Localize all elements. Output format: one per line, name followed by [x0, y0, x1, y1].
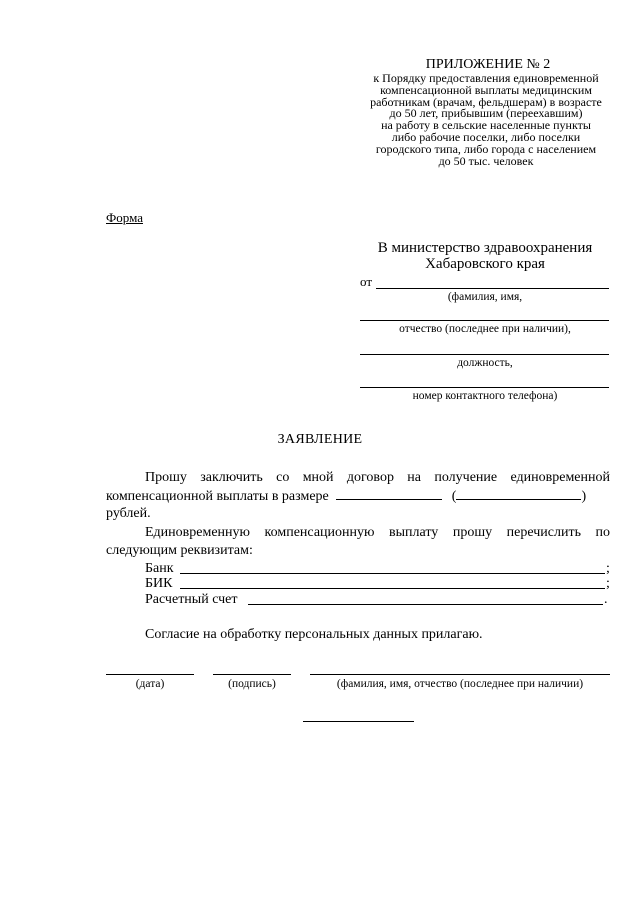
signature-field[interactable] — [213, 674, 291, 675]
full-name-caption: (фамилия, имя, отчество (последнее при наличии) — [336, 678, 584, 690]
addressee-ministry — [360, 240, 610, 272]
addressee-line-1: В министерство здравоохранения — [377, 240, 593, 256]
bank-field[interactable] — [180, 573, 605, 574]
from-label: от — [360, 274, 373, 289]
form-label: Форма — [106, 210, 143, 225]
appendix-line: к Порядку предоставления единовременной — [373, 71, 599, 85]
bank-end: ; — [606, 561, 610, 576]
caption-patronymic: отчество (последнее при наличии), — [399, 323, 571, 335]
appendix-line: городского типа, либо города с населением — [375, 141, 597, 156]
caption-name: (фамилия, имя, — [447, 291, 523, 303]
account-label: Расчетный счет — [145, 592, 238, 607]
appendix-line: компенсационной выплаты медицинским — [380, 82, 592, 97]
amount-figures-field[interactable] — [336, 487, 442, 500]
full-name-field[interactable] — [310, 674, 610, 675]
bik-field[interactable] — [180, 588, 605, 589]
appendix-title: ПРИЛОЖЕНИЕ № 2 — [425, 57, 551, 72]
bottom-divider — [303, 721, 414, 722]
appendix-line: либо рабочие поселки, либо поселки — [391, 129, 581, 144]
applicant-name-field[interactable] — [376, 288, 609, 289]
date-caption: (дата) — [135, 678, 165, 690]
appendix-line: до 50 лет, прибывшим (переехавшим) — [389, 106, 583, 121]
appendix-description — [350, 73, 622, 167]
appendix-line: до 50 тыс. человек — [438, 153, 534, 168]
bik-end: ; — [606, 576, 610, 591]
appendix-line: работникам (врачам, фельдшерам) в возрасте — [370, 94, 602, 109]
applicant-phone-field[interactable] — [360, 387, 609, 388]
request-amount-label: компенсационной выплаты в размере — [106, 489, 329, 504]
close-paren: ) — [581, 489, 587, 504]
consent-text: Согласие на обработку персональных данных прилагаю. — [145, 627, 483, 642]
caption-position: должность, — [457, 357, 513, 369]
bik-label: БИК — [145, 576, 173, 591]
request-line-1: Прошу заключить со мной договор на получение единовременной — [145, 470, 610, 485]
account-end: . — [604, 592, 608, 607]
open-paren: ( — [451, 489, 457, 504]
account-field[interactable] — [248, 604, 603, 605]
amount-words-field[interactable] — [456, 487, 581, 500]
signature-caption: (подпись) — [228, 678, 276, 690]
transfer-line-1: Единовременную компенсационную выплату прошу перечислить по — [145, 525, 610, 540]
addressee-line-2: Хабаровского края — [425, 256, 545, 272]
request-line-3: рублей. — [106, 506, 151, 521]
transfer-line-2: следующим реквизитам: — [106, 543, 253, 558]
applicant-position-field[interactable] — [360, 354, 609, 355]
date-field[interactable] — [106, 674, 194, 675]
document-heading: ЗАЯВЛЕНИЕ — [277, 432, 363, 447]
appendix-line: на работу в сельские населенные пункты — [381, 118, 591, 133]
request-line-2 — [106, 487, 616, 506]
caption-phone: номер контактного телефона) — [412, 390, 558, 402]
bank-label: Банк — [145, 561, 174, 576]
applicant-patronymic-field[interactable] — [360, 320, 609, 321]
